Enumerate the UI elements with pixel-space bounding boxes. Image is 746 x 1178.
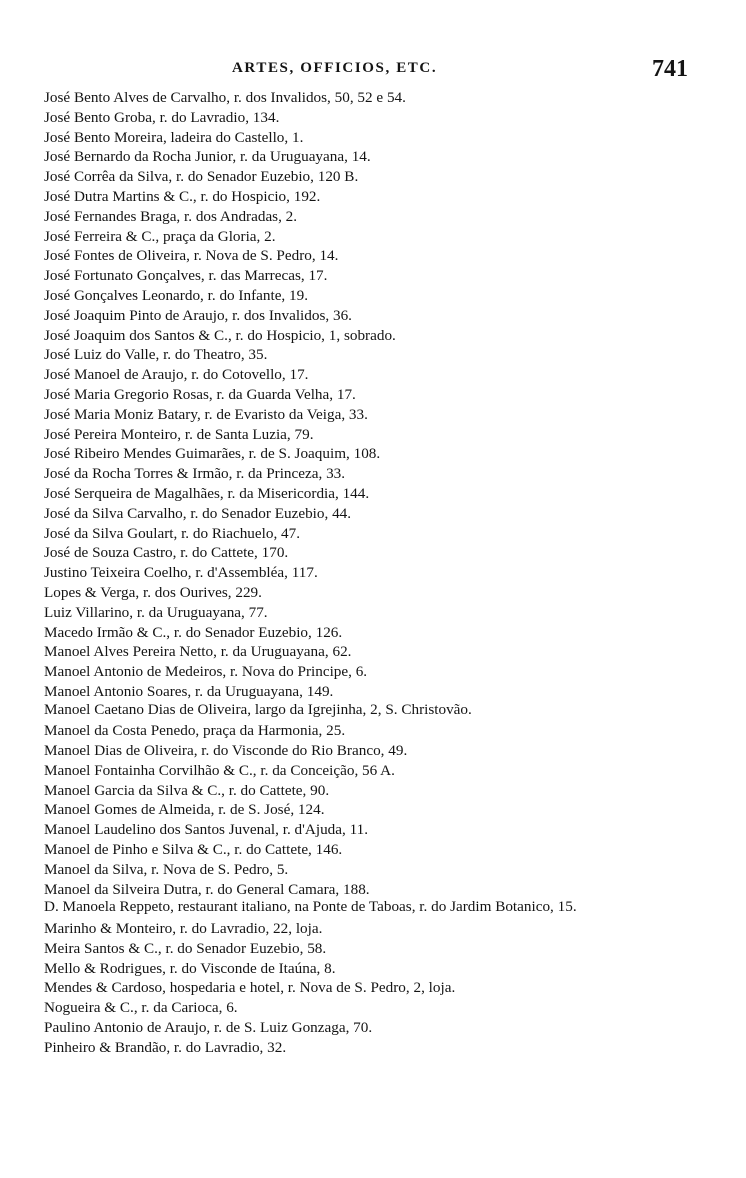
directory-entry: José Corrêa da Silva, r. do Senador Euzebio, 120 B. xyxy=(44,168,359,186)
directory-entry: Macedo Irmão & C., r. do Senador Euzebio, 126. xyxy=(44,623,343,641)
directory-entry: Manoel de Pinho e Silva & C., r. do Cattete, 146. xyxy=(44,841,343,859)
directory-entry: José Pereira Monteiro, r. de Santa Luzia, 79. xyxy=(44,425,314,443)
directory-entry: Justino Teixeira Coelho, r. d'Assembléa, 117. xyxy=(44,564,318,582)
directory-entry: Nogueira & C., r. da Carioca, 6. xyxy=(44,999,238,1017)
page-header xyxy=(0,56,746,86)
directory-entry: Manoel da Costa Penedo, praça da Harmonia, 25. xyxy=(44,722,346,740)
directory-entry: Paulino Antonio de Araujo, r. de S. Luiz Gonzaga, 70. xyxy=(44,1019,373,1037)
directory-entry: Marinho & Monteiro, r. do Lavradio, 22, loja. xyxy=(44,920,323,938)
directory-entry: José Bento Moreira, ladeira do Castello, 1. xyxy=(44,128,304,146)
directory-entry: Manoel Garcia da Silva & C., r. do Cattete, 90. xyxy=(44,781,330,799)
directory-entry: José Serqueira de Magalhães, r. da Misericordia, 144. xyxy=(44,484,370,502)
directory-entry: José Ferreira & C., praça da Gloria, 2. xyxy=(44,227,276,245)
directory-entry: Manoel da Silveira Dutra, r. do General Camara, 188. xyxy=(44,880,370,898)
directory-entry: D. Manoela Reppeto, restaurant italiano, na Ponte de Taboas, r. do Jardim Botanico, 15. xyxy=(44,898,577,916)
directory-entry: Luiz Villarino, r. da Uruguayana, 77. xyxy=(44,603,268,621)
directory-entry: Mello & Rodrigues, r. do Visconde de Itaúna, 8. xyxy=(44,959,336,977)
directory-entry: José Joaquim dos Santos & C., r. do Hospicio, 1, sobrado. xyxy=(44,326,396,344)
directory-entry: Lopes & Verga, r. dos Ourives, 229. xyxy=(44,583,262,601)
directory-entry: José Luiz do Valle, r. do Theatro, 35. xyxy=(44,346,268,364)
directory-entry: Pinheiro & Brandão, r. do Lavradio, 32. xyxy=(44,1038,287,1056)
directory-entry: José de Souza Castro, r. do Cattete, 170. xyxy=(44,544,289,562)
directory-entry: José Maria Gregorio Rosas, r. da Guarda Velha, 17. xyxy=(44,385,356,403)
directory-entry: Manoel Alves Pereira Netto, r. da Uruguayana, 62. xyxy=(44,643,352,661)
directory-entry: Manoel Antonio de Medeiros, r. Nova do Principe, 6. xyxy=(44,663,368,681)
directory-entry: José da Rocha Torres & Irmão, r. da Princeza, 33. xyxy=(44,465,346,483)
directory-entry: Manoel Laudelino dos Santos Juvenal, r. d'Ajuda, 11. xyxy=(44,821,369,839)
directory-entry: Mendes & Cardoso, hospedaria e hotel, r. Nova de S. Pedro, 2, loja. xyxy=(44,979,456,997)
page-number: 741 xyxy=(652,56,688,82)
directory-entry: Manoel Fontainha Corvilhão & C., r. da Conceição, 56 A. xyxy=(44,761,395,779)
directory-entry: José da Silva Goulart, r. do Riachuelo, 47. xyxy=(44,524,301,542)
directory-entry: José Dutra Martins & C., r. do Hospicio, 192. xyxy=(44,187,321,205)
directory-entry: Manoel Gomes de Almeida, r. de S. José, 124. xyxy=(44,801,325,819)
directory-entry: José Fontes de Oliveira, r. Nova de S. Pedro, 14. xyxy=(44,247,339,265)
directory-entry: José Ribeiro Mendes Guimarães, r. de S. Joaquim, 108. xyxy=(44,445,381,463)
directory-entry: José Maria Moniz Batary, r. de Evaristo da Veiga, 33. xyxy=(44,405,368,423)
directory-entry: José Fortunato Gonçalves, r. das Marrecas, 17. xyxy=(44,267,328,285)
directory-entry: José Bento Groba, r. do Lavradio, 134. xyxy=(44,108,280,126)
directory-entry: José Gonçalves Leonardo, r. do Infante, 19. xyxy=(44,286,309,304)
directory-entry: José Bernardo da Rocha Junior, r. da Uruguayana, 14. xyxy=(44,148,371,166)
directory-entries xyxy=(44,88,694,1058)
directory-entry: Manoel Dias de Oliveira, r. do Visconde do Rio Branco, 49. xyxy=(44,742,408,760)
directory-entry: Meira Santos & C., r. do Senador Euzebio, 58. xyxy=(44,939,327,957)
directory-entry: José Manoel de Araujo, r. do Cotovello, 17. xyxy=(44,366,309,384)
running-head: ARTES, OFFICIOS, ETC. xyxy=(232,60,438,76)
directory-entry: José Joaquim Pinto de Araujo, r. dos Invalidos, 36. xyxy=(44,306,352,324)
directory-entry: Manoel Caetano Dias de Oliveira, largo da Igrejinha, 2, S. Christovão. xyxy=(44,700,472,718)
directory-entry: José Bento Alves de Carvalho, r. dos Invalidos, 50, 52 e 54. xyxy=(44,89,406,106)
directory-entry: Manoel da Silva, r. Nova de S. Pedro, 5. xyxy=(44,860,289,878)
directory-entry: Manoel Antonio Soares, r. da Uruguayana, 149. xyxy=(44,682,334,700)
directory-entry: José Fernandes Braga, r. dos Andradas, 2. xyxy=(44,207,298,225)
directory-entry: José da Silva Carvalho, r. do Senador Euzebio, 44. xyxy=(44,504,352,522)
